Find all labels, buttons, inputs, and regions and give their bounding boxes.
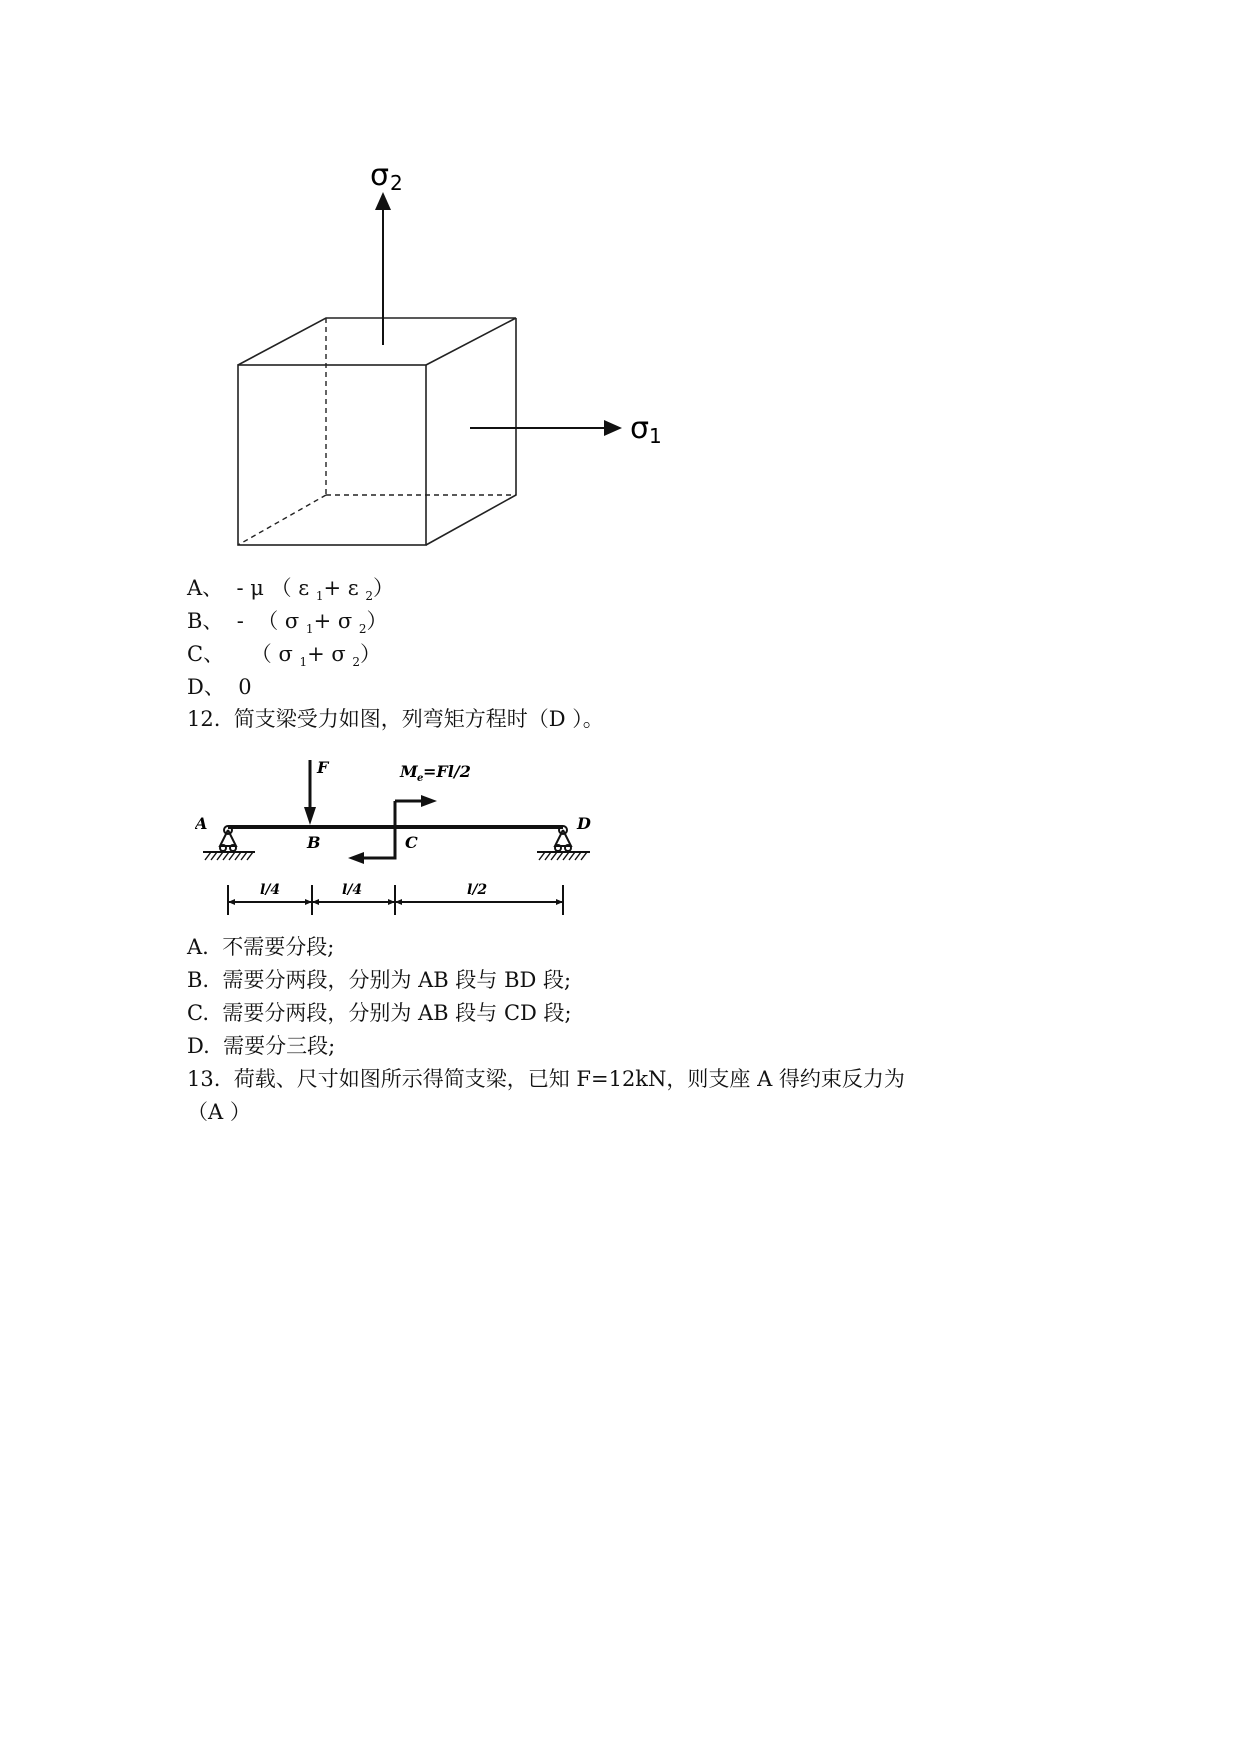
label-f: F bbox=[317, 758, 329, 777]
q12-option-a: A. 不需要分段; bbox=[187, 935, 335, 959]
sigma2-arrowhead bbox=[375, 192, 391, 210]
label-b: B bbox=[307, 833, 321, 852]
q11-option-b: B、 - （ σ $_1$+ σ $_2$） bbox=[187, 609, 388, 636]
q12-question: 12. 简支梁受力如图，列弯矩方程时（D ）。 bbox=[187, 707, 604, 731]
label-me-value: =Fl/2 bbox=[423, 762, 471, 781]
cube-right-face bbox=[426, 318, 516, 545]
cube-top-face bbox=[238, 318, 516, 365]
support-a bbox=[203, 826, 255, 860]
cube-front-face bbox=[238, 365, 426, 545]
sigma2-subscript: 2 bbox=[390, 171, 403, 195]
q12-option-d: D. 需要分三段; bbox=[187, 1034, 336, 1058]
label-a: A bbox=[195, 814, 208, 833]
q13-question-line2: （A ） bbox=[187, 1100, 251, 1124]
q11-option-c: C、 （ σ $_1$+ σ $_2$） bbox=[187, 642, 382, 669]
sigma1-subscript: 1 bbox=[649, 424, 662, 448]
q11-option-a: A、 - μ （ ε $_1$+ ε $_2$） bbox=[187, 576, 394, 603]
q11-option-d: D、 0 bbox=[187, 675, 252, 699]
sigma2-label: σ bbox=[370, 158, 390, 193]
cube-hidden-edges bbox=[238, 318, 516, 545]
stress-cube-figure bbox=[230, 150, 690, 550]
dim-label-1: l/4 bbox=[260, 882, 281, 898]
label-me: M bbox=[400, 762, 418, 781]
q13-question-line1: 13. 荷载、尺寸如图所示得简支梁，已知 F=12kN，则支座 A 得约束反力为 bbox=[187, 1067, 905, 1091]
sigma1-arrowhead bbox=[604, 420, 622, 436]
beam-figure bbox=[195, 755, 605, 930]
label-d: D bbox=[577, 814, 591, 833]
label-me-sub: e bbox=[417, 773, 424, 784]
couple-upper-arrowhead bbox=[421, 795, 437, 807]
dim-label-3: l/2 bbox=[467, 882, 488, 898]
force-f-arrowhead bbox=[304, 807, 316, 825]
q12-option-b: B. 需要分两段，分别为 AB 段与 BD 段; bbox=[187, 968, 572, 992]
label-c: C bbox=[405, 833, 418, 852]
sigma1-label: σ bbox=[630, 411, 650, 446]
q12-option-c: C. 需要分两段，分别为 AB 段与 CD 段; bbox=[187, 1001, 572, 1025]
couple-lower-arrowhead bbox=[348, 852, 364, 864]
dim-label-2: l/4 bbox=[342, 882, 363, 898]
